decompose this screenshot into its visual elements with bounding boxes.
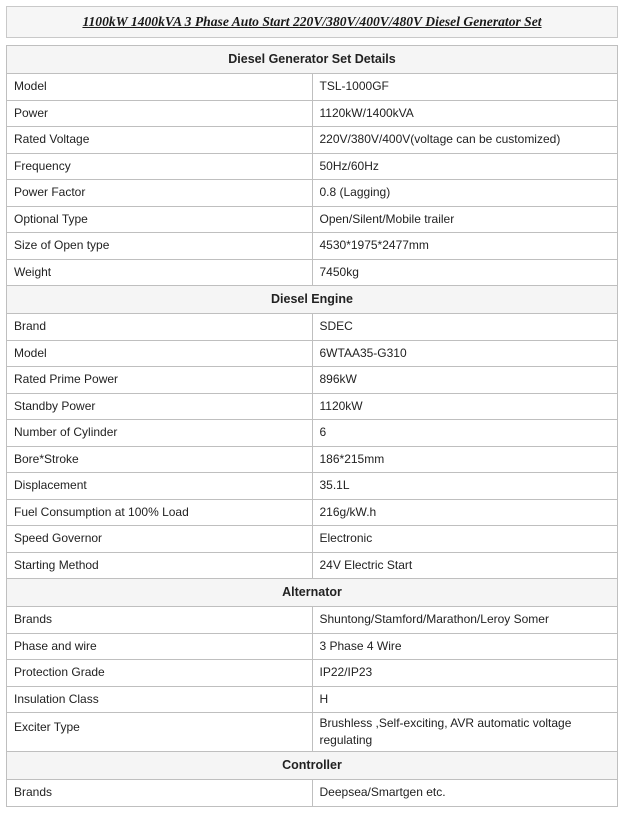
spec-label: Bore*Stroke [7,446,313,473]
spec-value: TSL-1000GF [312,74,618,101]
spec-label: Rated Voltage [7,127,313,154]
spec-label: Brand [7,314,313,341]
spec-label: Exciter Type [7,713,313,752]
table-row [7,393,618,420]
spec-label: Weight [7,259,313,286]
table-row [7,259,618,286]
spec-value: 7450kg [312,259,618,286]
spec-label: Power [7,100,313,127]
table-row [7,780,618,807]
spec-label: Number of Cylinder [7,420,313,447]
spec-table [6,45,618,807]
page-title: 1100kW 1400kVA 3 Phase Auto Start 220V/380V/400V/480V Diesel Generator Set [6,6,618,38]
spec-value: 216g/kW.h [312,499,618,526]
table-row [7,633,618,660]
spec-label: Model [7,74,313,101]
spec-value: 0.8 (Lagging) [312,180,618,207]
table-row [7,180,618,207]
spec-label: Starting Method [7,552,313,579]
table-row [7,233,618,260]
spec-value: 24V Electric Start [312,552,618,579]
spec-value: 6WTAA35-G310 [312,340,618,367]
spec-value: 896kW [312,367,618,394]
spec-label: Phase and wire [7,633,313,660]
spec-label: Brands [7,780,313,807]
section-title: Diesel Generator Set Details [7,46,618,74]
spec-value: Shuntong/Stamford/Marathon/Leroy Somer [312,607,618,634]
spec-label: Fuel Consumption at 100% Load [7,499,313,526]
spec-label: Insulation Class [7,686,313,713]
table-row [7,420,618,447]
table-row [7,74,618,101]
section-header-row [7,579,618,607]
spec-label: Rated Prime Power [7,367,313,394]
spec-value: 6 [312,420,618,447]
table-row [7,367,618,394]
table-row [7,660,618,687]
table-row [7,206,618,233]
spec-value: Brushless ,Self-exciting, AVR automatic voltage regulating [312,713,618,752]
table-row [7,686,618,713]
spec-value: H [312,686,618,713]
spec-value: 1120kW/1400kVA [312,100,618,127]
section-header-row [7,752,618,780]
table-row [7,499,618,526]
section-title: Diesel Engine [7,286,618,314]
spec-label: Frequency [7,153,313,180]
spec-value: 220V/380V/400V(voltage can be customized) [312,127,618,154]
table-row [7,153,618,180]
spec-value: 35.1L [312,473,618,500]
table-row [7,340,618,367]
table-row [7,607,618,634]
spec-value: SDEC [312,314,618,341]
table-row [7,552,618,579]
spec-label: Model [7,340,313,367]
spec-label: Standby Power [7,393,313,420]
spec-label: Optional Type [7,206,313,233]
spec-label: Protection Grade [7,660,313,687]
spec-value: Electronic [312,526,618,553]
spec-label: Size of Open type [7,233,313,260]
table-row [7,127,618,154]
table-row [7,100,618,127]
spec-label: Speed Governor [7,526,313,553]
spec-value: 186*215mm [312,446,618,473]
section-header-row [7,46,618,74]
section-title: Controller [7,752,618,780]
section-title: Alternator [7,579,618,607]
spec-value: 50Hz/60Hz [312,153,618,180]
table-row [7,314,618,341]
spec-label: Brands [7,607,313,634]
spec-value: Open/Silent/Mobile trailer [312,206,618,233]
spec-value: 1120kW [312,393,618,420]
table-row [7,713,618,752]
spec-value: IP22/IP23 [312,660,618,687]
table-row [7,473,618,500]
spec-value: 3 Phase 4 Wire [312,633,618,660]
table-row [7,526,618,553]
spec-label: Displacement [7,473,313,500]
table-row [7,446,618,473]
spec-value: Deepsea/Smartgen etc. [312,780,618,807]
spec-value: 4530*1975*2477mm [312,233,618,260]
section-header-row [7,286,618,314]
spec-label: Power Factor [7,180,313,207]
